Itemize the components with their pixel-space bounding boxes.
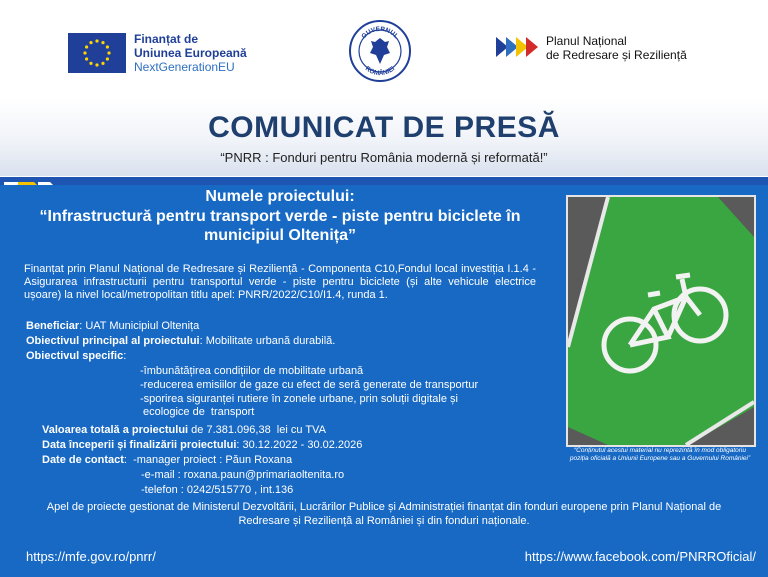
- eu-line-3: NextGenerationEU: [134, 60, 235, 74]
- eu-funding-text: [134, 32, 247, 74]
- government-emblem: [349, 20, 411, 82]
- contact-label: Date de contact: [42, 454, 124, 466]
- contact-line: [42, 454, 292, 467]
- beneficiar-label: Beneficiar: [26, 320, 80, 332]
- pnrr-line-2: de Redresare și Reziliență: [546, 48, 687, 62]
- specific-item: -sporirea siguranței rutiere în zonele urbane, prin soluții digitale și: [140, 393, 458, 405]
- project-value-value: de 7.381.096,38 lei cu TVA: [188, 424, 326, 436]
- mfe-link[interactable]: https://mfe.gov.ro/pnrr/: [26, 549, 156, 564]
- facebook-link[interactable]: https://www.facebook.com/PNRROficial/: [524, 549, 756, 564]
- objective-specific-colon: :: [123, 350, 127, 362]
- page-subtitle: “PNRR : Fonduri pentru România modernă și reformată!”: [220, 150, 548, 165]
- footer-note: Apel de proiecte gestionat de Ministerul Dezvoltării, Lucrărilor Publice și Administrației finanțat din fonduri europene prin Planul Național de Redresare și Reziliență al României și din fonduri naționale.: [46, 501, 722, 527]
- eu-disclaimer: “Conținutul acestui material nu reprezintă în mod obligatoriu poziția oficială a Uniunii Europene sau a Guvernului României”: [569, 447, 751, 462]
- funding-text: Finanțat prin Planul Național de Redresare și Reziliență - Componenta C10,Fondul local investiția I.1.4 - Asigurarea infrastructurii pentru transportul verde - piste pentru biciclete (și alte vehicule electrice ușoare) la nivel local/metropolitan titlu apel: PNRR/2022/C10/I1.4, runda 1.: [24, 263, 536, 301]
- eu-line-1: Finanțat de: [134, 32, 199, 46]
- divider-stripe: [0, 177, 768, 185]
- pnrr-logo: [496, 34, 540, 60]
- specific-item: -îmbunătățirea condițiilor de mobilitate urbană: [140, 365, 364, 377]
- bike-lane-photo: [566, 195, 756, 447]
- contact-manager: : -manager proiect : Păun Roxana: [123, 454, 293, 466]
- project-label: Numele proiectului:: [205, 188, 355, 205]
- objective-specific-line: [26, 350, 126, 363]
- eu-flag-logo: [68, 33, 126, 73]
- specific-item: ecologice de transport: [140, 406, 255, 418]
- page-title: COMUNICAT DE PRESĂ: [208, 111, 560, 144]
- project-dates-line: [42, 439, 362, 452]
- project-dates-value: : 30.12.2022 - 30.02.2026: [236, 439, 363, 451]
- pnrr-text: [546, 34, 687, 62]
- emblem-bottom-text: ROMÂNIEI: [363, 65, 397, 78]
- project-dates-label: Data începerii și finalizării proiectului: [42, 439, 237, 451]
- pnrr-line-1: Planul Național: [546, 34, 627, 48]
- project-value-line: [42, 424, 326, 437]
- stripe-arrow-icon: [4, 177, 56, 185]
- objective-principal-value: : Mobilitate urbană durabilă.: [199, 335, 336, 347]
- specific-item: -reducerea emisiilor de gaze cu efect de seră generate de transportur: [140, 379, 479, 391]
- objective-specific-label: Obiectivul specific: [26, 350, 124, 362]
- objective-principal-line: [26, 335, 335, 348]
- beneficiar-line: [26, 320, 199, 333]
- project-name: “Infrastructură pentru transport verde - piste pentru biciclete în municipiul Oltenița”: [39, 208, 521, 244]
- contact-phone: -telefon : 0242/515770 , int.136: [141, 484, 294, 496]
- eu-line-2: Uniunea Europeană: [134, 46, 247, 60]
- contact-email: -e-mail : roxana.paun@primariaoltenita.ro: [141, 469, 345, 481]
- beneficiar-value: : UAT Municipiul Oltenița: [79, 320, 200, 332]
- objective-principal-label: Obiectivul principal al proiectului: [26, 335, 200, 347]
- emblem-top-text: GUVERNUL: [360, 25, 400, 41]
- project-value-label: Valoarea totală a proiectului: [42, 424, 189, 436]
